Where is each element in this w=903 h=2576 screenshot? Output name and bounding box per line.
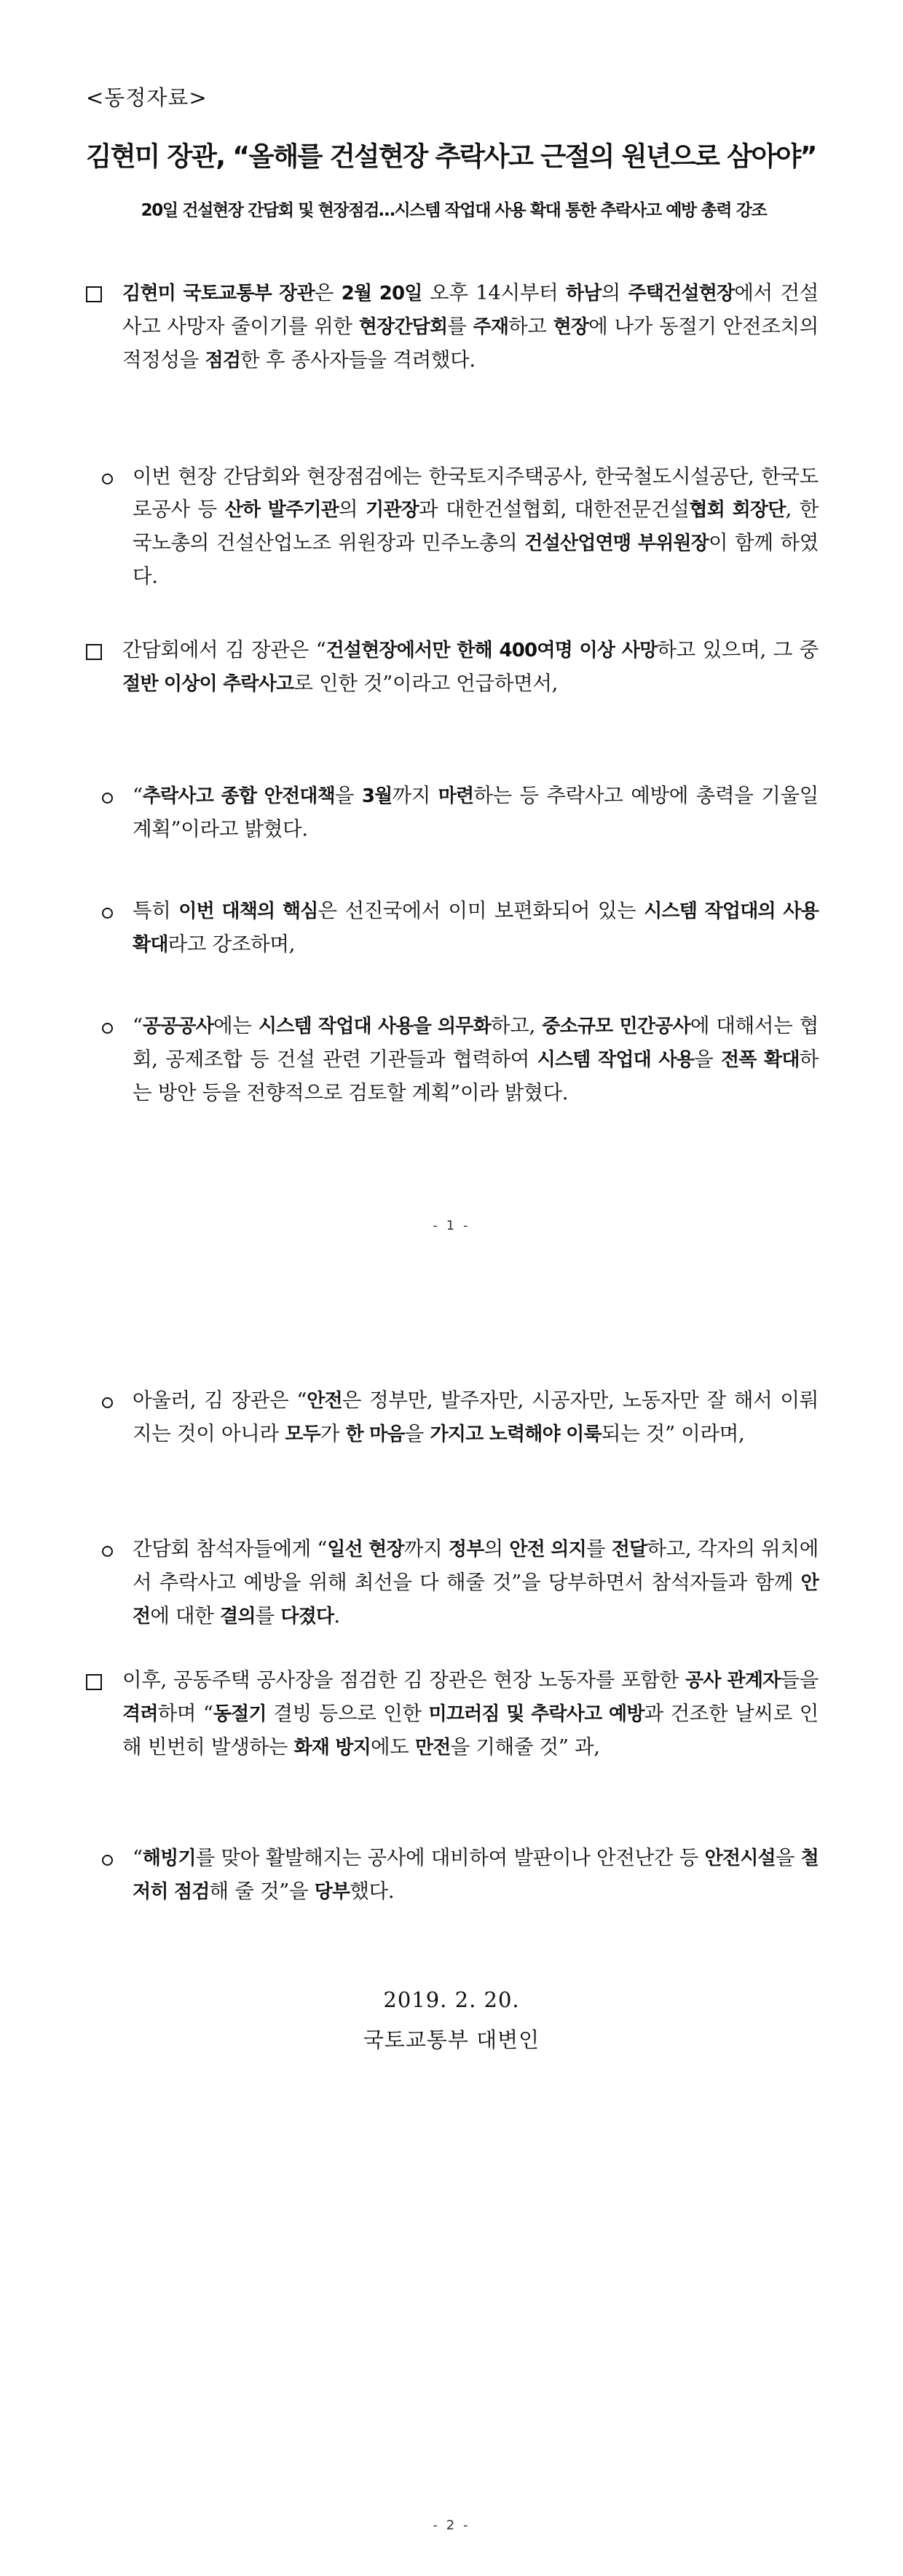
circle-bullet-icon xyxy=(102,1397,113,1408)
page-2 xyxy=(0,1288,903,2576)
paragraph-6: “공공공사에는 시스템 작업대 사용을 의무화하고, 중소규모 민간공사에 대해서는 협회, 공제조합 등 건설 관련 기관들과 협력하여 시스템 작업대 사용을 전폭 확대하는 방안 등을 전향적으로 검토할 계획”이라 밝혔다. xyxy=(133,1014,819,1104)
circle-bullet-icon xyxy=(102,474,113,484)
paragraph-5: 특히 이번 대책의 핵심은 선진국에서 이미 보편화되어 있는 시스템 작업대의 사용 확대라고 강조하며, xyxy=(133,899,819,956)
square-bullet-icon xyxy=(86,644,102,660)
paragraph-3: 간담회에서 김 장관은 “건설현장에서만 한해 400여명 이상 사망하고 있으며, 그 중 절반 이상이 추락사고로 인한 것”이라고 언급하면서, xyxy=(122,638,819,695)
circle-bullet-icon xyxy=(102,793,113,804)
page-number: - 2 - xyxy=(433,2518,470,2533)
circle-bullet-icon xyxy=(102,908,113,919)
press-type-label: <동정자료> xyxy=(86,85,208,110)
paragraph-8: 간담회 참석자들에게 “일선 현장까지 정부의 안전 의지를 전달하고, 각자의 위치에서 추락사고 예방을 위해 최선을 다 해줄 것”을 당부하면서 참석자들과 함께 안전에 대한 결의를 다졌다. xyxy=(133,1537,819,1627)
paragraph-1: 김현미 국토교통부 장관은 2월 20일 오후 14시부터 하남의 주택건설현장에서 건설사고 사망자 줄이기를 위한 현장간담회를 주재하고 현장에 나가 동절기 안전조치의 적정성을 점검한 후 종사자들을 격려했다. xyxy=(122,281,819,372)
signer: 국토교통부 대변인 xyxy=(363,2027,540,2052)
circle-bullet-icon xyxy=(102,1546,113,1557)
circle-bullet-icon xyxy=(102,1023,113,1034)
headline: 김현미 장관, “올해를 건설현장 추락사고 근절의 원년으로 삼아야” xyxy=(86,141,816,172)
paragraph-4: “추락사고 종합 안전대책을 3월까지 마련하는 등 추락사고 예방에 총력을 기울일 계획”이라고 밝혔다. xyxy=(133,784,819,841)
paragraph-2: 이번 현장 간담회와 현장점검에는 한국토지주택공사, 한국철도시설공단, 한국도로공사 등 산하 발주기관의 기관장과 대한건설협회, 대한전문건설협회 회장단, 한국노총의 건설산업노조 위원장과 민주노총의 건설산업연맹 부위원장이 함께 하였다. xyxy=(133,465,819,588)
circle-bullet-icon xyxy=(102,1855,113,1866)
paragraph-9: 이후, 공동주택 공사장을 점검한 김 장관은 현장 노동자를 포함한 공사 관계자들을 격려하며 “동절기 결빙 등으로 인한 미끄러짐 및 추락사고 예방과 건조한 날씨로 인해 빈번히 발생하는 화재 방지에도 만전을 기해줄 것” 과, xyxy=(122,1668,819,1759)
square-bullet-icon xyxy=(86,1674,102,1690)
sub-headline: 20일 건설현장 간담회 및 현장점검…시스템 작업대 사용 확대 통한 추락사고 예방 총력 강조 xyxy=(141,201,767,220)
paragraph-7: 아울러, 김 장관은 “안전은 정부만, 발주자만, 시공자만, 노동자만 잘 해서 이뤄지는 것이 아니라 모두가 한 마음을 가지고 노력해야 이룩되는 것” 이라며, xyxy=(133,1389,819,1445)
release-date: 2019. 2. 20. xyxy=(383,1987,520,2012)
square-bullet-icon xyxy=(86,286,102,302)
page-number: - 1 - xyxy=(433,1218,470,1233)
paragraph-10: “해빙기를 맞아 활발해지는 공사에 대비하여 발판이나 안전난간 등 안전시설을 철저히 점검해 줄 것”을 당부했다. xyxy=(133,1846,819,1903)
